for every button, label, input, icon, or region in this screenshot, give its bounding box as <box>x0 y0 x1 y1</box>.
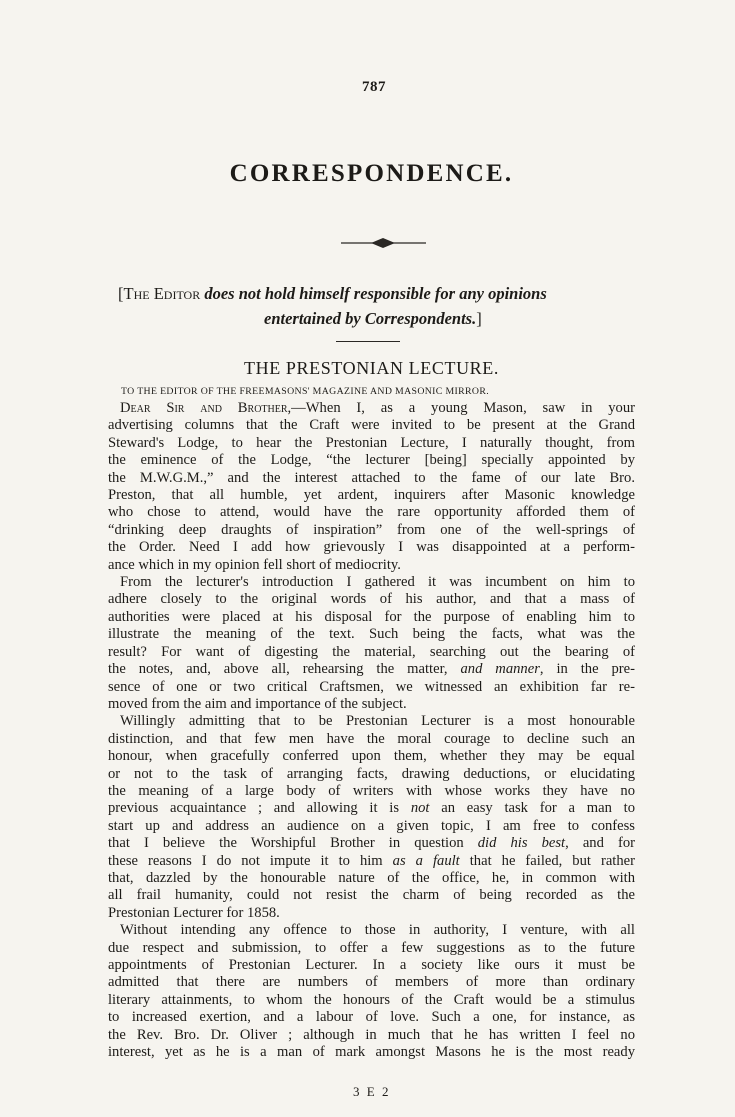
title-rule <box>336 341 400 342</box>
editor-disclaimer <box>118 281 638 331</box>
text-line <box>108 400 635 417</box>
text-line: Steward's Lodge, to hear the Prestonian Lecture, I naturally thought, from <box>108 434 635 451</box>
disclaimer-line-1 <box>118 281 638 306</box>
text-line: distinction, and that few men have the moral courage to decline such an <box>108 730 635 747</box>
text-line: admitted that there are numbers of members of more than ordinary <box>108 974 635 991</box>
text-line: all frail humanity, could not resist the charm of being recorded as the <box>108 887 635 904</box>
italic-phrase: and manner <box>460 661 540 678</box>
disclaimer-line-2 <box>118 306 638 331</box>
close-bracket: ] <box>476 309 482 328</box>
text-line <box>108 835 635 852</box>
italic-phrase: as a fault <box>392 852 460 869</box>
line-text: , in the pre- <box>539 661 635 678</box>
text-line: moved from the aim and importance of the subject. <box>108 695 407 712</box>
page-number: 787 <box>362 79 386 95</box>
italic-phrase: not <box>410 800 430 817</box>
text-line: to increased exertion, and a labour of love. Such a one, for instance, as <box>108 1009 635 1026</box>
text-line: illustrate the meaning of the text. Such being the facts, what was the <box>108 626 635 643</box>
text-line: Prestonian Lecturer for 1858. <box>108 904 280 921</box>
line-text: that I believe the Worshipful Brother in question <box>108 835 464 852</box>
text-line: result? For want of digesting the material, searching out the bearing of <box>108 643 635 660</box>
line-text: the notes, and, above all, rehearsing the matter, <box>108 661 448 678</box>
addressee-line: TO THE EDITOR OF THE FREEMASONS' MAGAZINE AND MASONIC MIRROR. <box>121 386 490 397</box>
disclaimer-italic-2: entertained by Correspondents. <box>264 309 477 328</box>
text-line <box>108 661 635 678</box>
article-title: THE PRESTONIAN LECTURE. <box>244 358 499 378</box>
letter-body <box>108 400 635 1061</box>
line-text: , and for <box>565 835 635 852</box>
text-line: start up and address an audience on a given topic, I am free to confess <box>108 817 635 834</box>
text-line: ance which in my opinion fell short of mediocrity. <box>108 556 401 573</box>
text-line <box>108 800 635 817</box>
text-line <box>108 853 635 870</box>
line-text: an easy task for a man to <box>441 800 635 817</box>
text-line: honour, when gracefully conferred upon them, whether they may be equal <box>108 748 635 765</box>
line-text: these reasons I do not impute it to him <box>108 852 383 869</box>
text-line: due respect and submission, to offer a few suggestions as to the future <box>108 939 635 956</box>
text-line: the Rev. Bro. Dr. Oliver ; although in much that he has written I feel no <box>108 1026 635 1043</box>
disclaimer-italic-1: does not hold himself responsible for any opinions <box>200 284 547 303</box>
text-line: the M.W.G.M.,” and the interest attached to the fame of our late Bro. <box>108 469 635 486</box>
text-line: Preston, that all humble, yet ardent, inquirers after Masonic knowledge <box>108 487 635 504</box>
text-line: advertising columns that the Craft were invited to be present at the Grand <box>108 417 635 434</box>
line-text: —When I, as a young Mason, saw in your <box>291 400 635 416</box>
text-line: Without intending any offence to those in authority, I venture, with all <box>120 922 635 939</box>
document-page <box>108 0 635 1117</box>
text-line: that, dazzled by the honourable nature of the office, he, in common with <box>108 869 635 886</box>
salutation: Dear Sir and Brother, <box>120 400 292 416</box>
disclaimer-the: The <box>123 284 150 303</box>
line-text: that he failed, but rather <box>469 852 635 869</box>
text-line: the Order. Need I add how grievously I was disappointed at a perform- <box>108 539 635 556</box>
text-line: literary attainments, to whom the honours of the Craft would be a stimulus <box>108 991 635 1008</box>
text-line: From the lecturer's introduction I gathered it was incumbent on him to <box>120 574 635 591</box>
text-line: authorities were placed at his disposal for the purpose of enabling him to <box>108 608 635 625</box>
italic-phrase: did his best <box>477 835 566 852</box>
text-line: appointments of Prestonian Lecturer. In a society like ours it must be <box>108 957 635 973</box>
disclaimer-editor: Editor <box>153 284 201 303</box>
text-line: sence of one or two critical Craftsmen, we witnessed an exhibition far re- <box>108 678 635 695</box>
text-line: who chose to attend, would have the rare opportunity afforded them of <box>108 504 635 521</box>
text-line: Willingly admitting that to be Prestonian Lecturer is a most honourable <box>120 713 635 730</box>
signature-mark: 3 E 2 <box>353 1084 391 1099</box>
line-text: previous acquaintance ; and allowing it is <box>108 800 400 817</box>
text-line: adhere closely to the original words of his author, and that a mass of <box>108 591 635 608</box>
open-bracket: [ <box>118 284 124 303</box>
text-line: the meaning of a large body of writers with whose works they have no <box>108 782 635 799</box>
text-line: “drinking deep draughts of inspiration” from one of the well-springs of <box>108 521 635 538</box>
text-line: interest, yet as he is a man of mark amongst Masons he is the most ready <box>108 1044 635 1061</box>
ornament-divider-icon <box>341 236 426 250</box>
section-title: CORRESPONDENCE. <box>229 160 514 187</box>
text-line: or not to the task of arranging facts, drawing deductions, or elucidating <box>108 765 635 782</box>
text-line: the eminence of the Lodge, “the lecturer [being] specially appointed by <box>108 452 635 469</box>
